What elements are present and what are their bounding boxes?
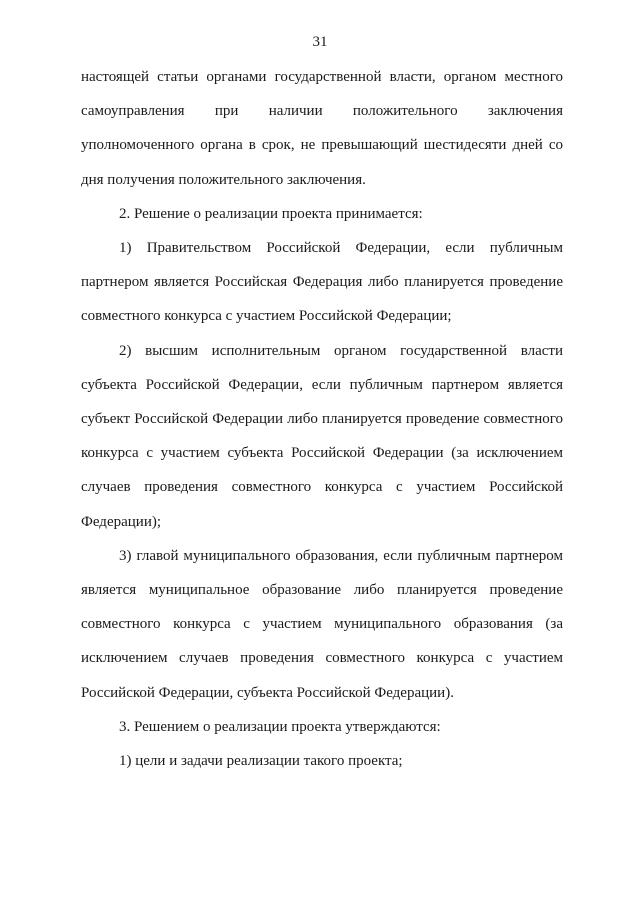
paragraph-continuation: настоящей статьи органами государственной власти, органом местного самоуправления при наличии положительного заключения уполномоченного органа в срок, не превышающий шестидесяти дней со дня получения положительного заключения.	[81, 69, 563, 188]
paragraph-clause-2-item-1: 1) Правительством Российской Федерации, если публичным партнером является Российская Федерация либо планируется проведение совместного конкурса с участием Российской Федерации;	[81, 240, 563, 325]
document-body	[81, 60, 563, 778]
paragraph-clause-2-item-3: 3) главой муниципального образования, если публичным партнером является муниципальное образование либо планируется проведение совместного конкурса с участием муниципального образования (за исключением случаев проведения совместного конкурса с участием Российской Федерации, субъекта Российской Федерации).	[81, 547, 563, 701]
paragraph-clause-3-item-1: 1) цели и задачи реализации такого проекта;	[119, 753, 403, 770]
paragraph-clause-3: 3. Решением о реализации проекта утверждаются:	[119, 718, 441, 735]
paragraph-clause-2-item-2: 2) высшим исполнительным органом государственной власти субъекта Российской Федерации, если публичным партнером является субъект Российской Федерации либо планируется проведение совместного конкурса с участием субъекта Российской Федерации (за исключением случаев проведения совместного конкурса с участием Российской Федерации);	[81, 342, 563, 530]
paragraph-clause-2: 2. Решение о реализации проекта принимается:	[119, 205, 423, 222]
page-number: 31	[312, 34, 328, 50]
